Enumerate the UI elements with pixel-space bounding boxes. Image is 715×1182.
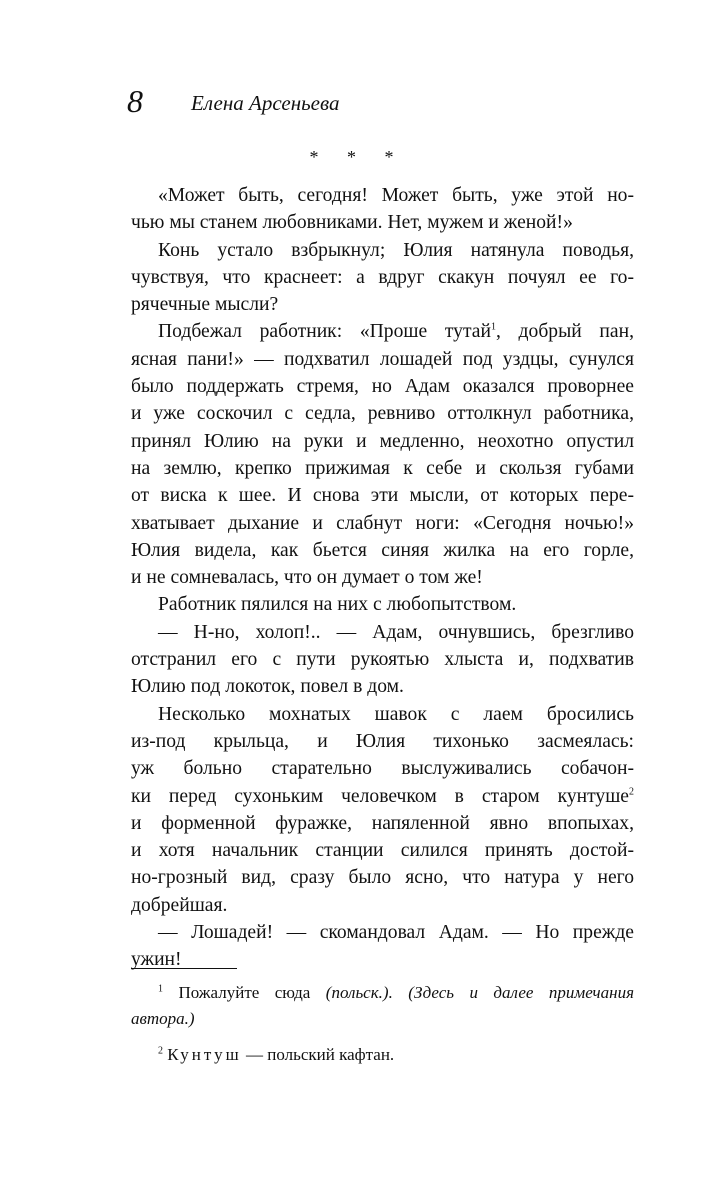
footnote-ref-2[interactable]: 2 xyxy=(629,786,634,797)
text-fragment: , добрый пан, xyxy=(495,321,634,343)
text-line: из-под крыльца, и Юлия тихонько засмеялась: xyxy=(131,730,634,752)
text-line: ужин! xyxy=(131,949,182,971)
text-line: и не сомневалась, что он думает о том же! xyxy=(131,567,483,589)
text-line: уж больно старательно выслуживались собачон- xyxy=(131,758,634,780)
page-number: 8 xyxy=(127,83,143,119)
footnote-2-term: Кунтуш xyxy=(167,1045,242,1064)
footnote-1-italic-end: автора.) xyxy=(131,1009,195,1028)
footnote-2-text: — польский кафтан. xyxy=(241,1045,395,1064)
footnote-1 xyxy=(131,980,634,1006)
footnotes xyxy=(131,980,634,1068)
text-line: чувствуя, что краснеет: а вдруг скакун почуял ее го- xyxy=(131,266,634,288)
text-line: но-грозный вид, сразу было ясно, что натура у него xyxy=(131,867,634,889)
text-fragment: ки перед сухоньким человечком в старом кунтуше xyxy=(131,785,629,807)
text-line: Конь устало взбрыкнул; Юлия натянула поводья, xyxy=(158,239,634,261)
text-line: и уже соскочил с седла, ревниво оттолкнул работника, xyxy=(131,403,634,425)
running-title: Елена Арсеньева xyxy=(191,91,340,115)
text-line: Работник пялился на них с любопытством. xyxy=(158,594,517,616)
text-line: и хотя начальник станции силился принять достой- xyxy=(131,840,634,862)
text-line: чью мы станем любовниками. Нет, мужем и женой!» xyxy=(131,212,573,234)
text-fragment: Подбежал работник: «Проше тутай xyxy=(158,321,491,343)
text-line: — Н-но, холоп!.. — Адам, очнувшись, брезгливо xyxy=(158,621,634,643)
text-line: «Может быть, сегодня! Может быть, уже этой но- xyxy=(158,185,634,206)
text-line xyxy=(131,318,634,345)
text-line: Юлию под локоток, повел в дом. xyxy=(131,676,404,698)
text-line: на землю, крепко прижимая к себе и скользя губами xyxy=(131,457,634,479)
footnote-1-cont xyxy=(131,1006,634,1032)
footnote-separator xyxy=(131,968,237,969)
body-text xyxy=(131,182,634,974)
text-line: ясная пани!» — подхватил лошадей под уздцы, сунулся xyxy=(131,348,634,370)
footnote-1-text: Пожалуйте сюда xyxy=(178,983,326,1002)
text-line: рячечные мысли? xyxy=(131,294,279,316)
text-line: добрейшая. xyxy=(131,894,228,916)
text-line: отстранил его с пути рукоятью хлыста и, подхватив xyxy=(131,649,634,671)
text-line: хватывает дыхание и слабнут ноги: «Сегодня ночью!» xyxy=(131,512,634,534)
footnote-1-mark: 1 xyxy=(158,983,163,995)
section-break: * * * xyxy=(309,147,406,167)
text-line: Несколько мохнатых шавок с лаем бросились xyxy=(158,703,634,725)
footnote-ref-1[interactable]: 1 xyxy=(490,321,496,333)
footnote-2-mark: 2 xyxy=(158,1045,163,1057)
text-line: от виска к шее. И снова эти мысли, от которых пере- xyxy=(131,485,634,507)
text-line xyxy=(131,783,634,810)
text-line: принял Юлию на руки и медленно, неохотно опустил xyxy=(131,430,634,452)
text-line: — Лошадей! — скомандовал Адам. — Но прежде xyxy=(158,922,634,944)
footnote-1-italic: (польск.). (Здесь и далее примечания xyxy=(325,983,635,1002)
text-line: и форменной фуражке, напяленной явно впопыхах, xyxy=(131,812,634,834)
text-line: Юлия видела, как бьется синяя жилка на его горле, xyxy=(131,539,634,561)
text-line: было поддержать стремя, но Адам оказался проворнее xyxy=(131,376,634,398)
footnote-2 xyxy=(131,1042,634,1068)
